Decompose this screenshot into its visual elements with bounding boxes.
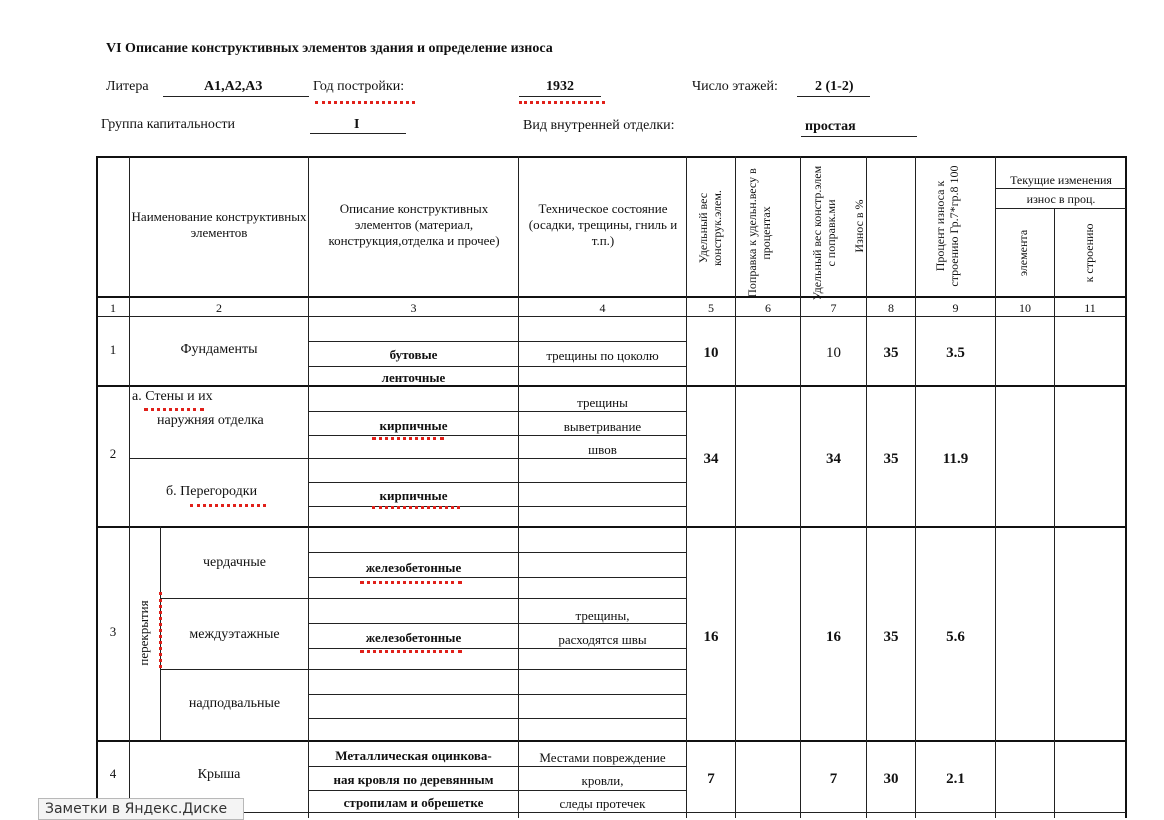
table-col xyxy=(800,156,801,818)
document-title: VI Описание конструктивных элементов здания и определение износа xyxy=(106,41,553,56)
table-rule xyxy=(308,411,686,412)
litera-label: Литера xyxy=(106,79,149,94)
table-rule xyxy=(96,740,1126,742)
header-element-wear: элемента xyxy=(1016,229,1030,277)
table-rule xyxy=(96,812,1126,813)
unit-weight: 34 xyxy=(703,451,719,467)
annotation-underline xyxy=(372,506,460,509)
row-number: 4 xyxy=(109,766,117,781)
col-number: 11 xyxy=(1084,301,1096,315)
litera-underline xyxy=(163,96,309,97)
col-number: 4 xyxy=(599,301,606,315)
table-col xyxy=(735,156,736,818)
table-rule xyxy=(308,766,686,767)
yandex-disk-notes-button[interactable]: Заметки в Яндекс.Диске xyxy=(38,798,244,820)
table-col xyxy=(686,156,687,818)
table-rule xyxy=(129,458,686,459)
col-number: 8 xyxy=(888,301,894,315)
table-rule xyxy=(308,435,686,436)
building-wear: 11.9 xyxy=(942,451,969,467)
table-rule xyxy=(308,648,686,649)
table-rule xyxy=(308,552,686,553)
table-rule xyxy=(308,482,686,483)
element-condition: трещины xyxy=(577,395,628,410)
year-label: Год постройки: xyxy=(313,79,405,94)
table-rule xyxy=(96,526,1126,528)
col-number: 2 xyxy=(216,301,222,315)
annotation-underline xyxy=(372,437,444,440)
table-rule xyxy=(308,718,686,719)
table-rule xyxy=(308,341,686,342)
table-rule xyxy=(995,188,1126,189)
finish-value: простая xyxy=(805,119,856,134)
table-rule xyxy=(308,790,686,791)
col-number: 5 xyxy=(708,301,714,315)
element-description: кирпичные xyxy=(379,488,448,503)
element-condition: трещины, xyxy=(575,608,630,623)
col-number: 3 xyxy=(410,301,417,315)
element-name: наружняя отделка xyxy=(157,413,264,428)
floors-value: 2 (1-2) xyxy=(815,79,854,94)
litera-value: А1,А2,А3 xyxy=(204,79,263,94)
corrected-weight: 7 xyxy=(829,771,838,787)
header-building-change: к строению xyxy=(1082,223,1096,283)
row-number: 2 xyxy=(109,446,117,461)
group-underline xyxy=(310,133,406,134)
building-wear: 3.5 xyxy=(946,345,965,361)
header-weight-correction: Поправка к удельн.весу в процентах xyxy=(745,168,773,298)
unit-weight: 16 xyxy=(703,629,719,645)
element-name: междуэтажные xyxy=(189,627,280,642)
annotation-underline xyxy=(360,581,462,584)
header-condition: Техническое состояние (осадки, трещины, гниль и т.п.) xyxy=(528,201,678,248)
row-number: 1 xyxy=(109,342,117,357)
table-rule xyxy=(96,316,1126,317)
annotation-underline xyxy=(315,101,415,104)
header-wear-sub: износ в проц. xyxy=(1026,192,1096,206)
table-rule xyxy=(96,385,1126,387)
col-number: 9 xyxy=(952,301,959,315)
col-number: 7 xyxy=(830,301,837,315)
element-group-name: перекрытия xyxy=(136,600,151,666)
wear-percent: 35 xyxy=(883,451,899,467)
finish-underline xyxy=(801,136,917,137)
element-name: б. Перегородки xyxy=(166,484,258,499)
header-element-name: Наименование конструктивных элементов xyxy=(131,209,307,240)
element-description: железобетонные xyxy=(365,630,462,645)
wear-percent: 30 xyxy=(883,771,899,787)
element-description: железобетонные xyxy=(365,560,462,575)
building-wear: 2.1 xyxy=(946,771,965,787)
floors-label: Число этажей: xyxy=(692,79,778,94)
table-rule xyxy=(308,366,686,367)
element-condition: швов xyxy=(588,442,617,457)
unit-weight: 7 xyxy=(707,771,715,787)
table-col xyxy=(129,156,130,818)
element-name: Фундаменты xyxy=(180,342,258,357)
element-condition: выветривание xyxy=(563,419,642,434)
table-rule xyxy=(160,598,686,599)
group-value: I xyxy=(354,117,360,132)
header-corrected-weight: Удельный вес констр.элем с поправк.ми xyxy=(810,165,838,301)
element-description: Металлическая оцинкова- xyxy=(335,748,492,763)
year-value: 1932 xyxy=(546,79,574,94)
col-number: 1 xyxy=(110,301,116,315)
col-number: 6 xyxy=(765,301,771,315)
row-number: 3 xyxy=(109,624,117,639)
table-rule xyxy=(308,506,686,507)
annotation-underline xyxy=(360,650,462,653)
element-condition: трещины по цоколю xyxy=(546,348,659,363)
element-description: кирпичные xyxy=(379,418,448,433)
corrected-weight: 34 xyxy=(826,451,841,467)
finish-label: Вид внутренней отделки: xyxy=(523,118,675,133)
group-label: Группа капитальности xyxy=(101,117,235,132)
table-col xyxy=(995,156,996,818)
building-wear: 5.6 xyxy=(946,629,965,645)
header-building-wear: Процент износа к строению Гр.7*гр.8 100 xyxy=(933,165,961,287)
element-condition: следы протечек xyxy=(559,796,646,811)
element-name: чердачные xyxy=(203,555,266,570)
header-description: Описание конструктивных элементов (материал, конструкция,отделка и прочее) xyxy=(328,201,500,248)
element-name: а. Стены и их xyxy=(132,389,213,404)
floors-underline xyxy=(797,96,870,97)
table-rule xyxy=(308,694,686,695)
table-border-right xyxy=(1125,156,1127,818)
table-rule xyxy=(308,577,686,578)
col-number: 10 xyxy=(1019,301,1031,315)
wear-percent: 35 xyxy=(883,345,899,361)
year-underline xyxy=(519,96,601,97)
element-description: ленточные xyxy=(381,370,446,385)
corrected-weight: 16 xyxy=(826,629,841,645)
element-condition: расходятся швы xyxy=(558,632,647,647)
unit-weight: 10 xyxy=(703,345,719,361)
corrected-weight: 10 xyxy=(826,345,841,361)
element-name: Крыша xyxy=(197,767,241,782)
element-condition: Местами повреждение xyxy=(539,750,666,765)
header-wear-percent: Износ в % xyxy=(852,199,866,253)
element-description: ная кровля по деревянным xyxy=(333,772,494,787)
element-description: бутовые xyxy=(389,347,438,362)
table-rule xyxy=(995,208,1126,209)
element-name: надподвальные xyxy=(188,696,281,711)
header-unit-weight: Удельный вес конструк.элем. xyxy=(696,190,724,266)
table-border-left xyxy=(96,156,98,818)
annotation-underline xyxy=(190,504,266,507)
annotation-underline xyxy=(144,408,204,411)
annotation-underline xyxy=(519,101,605,104)
table-rule xyxy=(96,296,1126,298)
wear-percent: 35 xyxy=(883,629,899,645)
element-description: стропилам и обрешетке xyxy=(343,795,484,810)
table-rule xyxy=(160,669,686,670)
table-col xyxy=(915,156,916,818)
header-current-changes: Текущие изменения xyxy=(1010,173,1112,187)
element-condition: кровли, xyxy=(581,773,624,788)
